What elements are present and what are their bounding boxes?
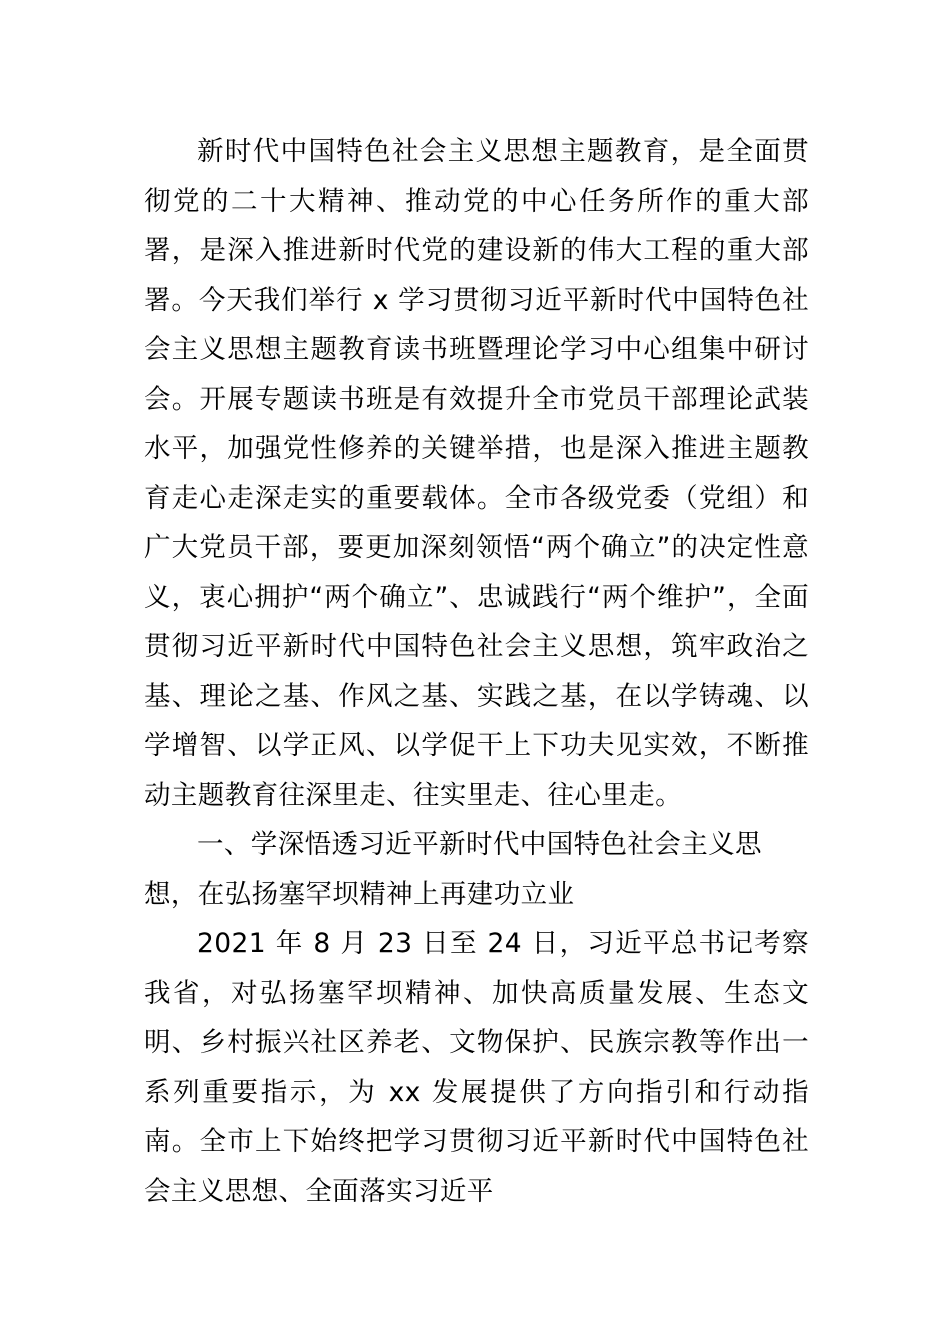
document-body <box>144 127 809 1216</box>
section-heading: 一、学深悟透习近平新时代中国特色社会主义思想，在弘扬塞罕坝精神上再建功立业 <box>144 829 762 910</box>
section-paragraph: 2021 年 8 月 23 日至 24 日，习近平总书记考察我省，对弘扬塞罕坝精神、加快高质量发展、生态文明、乡村振兴社区养老、文物保护、民族宗教等作出一系列重要指示，为 xx 发展提供了方向指引和行动指南。全市上下始终把学习贯彻习近平新时代中国特色社会主义思想、全面落实习近平 <box>144 928 809 1207</box>
intro-paragraph: 新时代中国特色社会主义思想主题教育，是全面贯彻党的二十大精神、推动党的中心任务所作的重大部署，是深入推进新时代党的建设新的伟大工程的重大部署。今天我们举行 x 学习贯彻习近平新时代中国特色社会主义思想主题教育读书班暨理论学习中心组集中研讨会。开展专题读书班是有效提升全市党员干部理论武装水平，加强党性修养的关键举措，也是深入推进主题教育走心走深走实的重要载体。全市各级党委（党组）和广大党员干部，要更加深刻领悟“两个确立”的决定性意义，衷心拥护“两个确立”、忠诚践行“两个维护”，全面贯彻习近平新时代中国特色社会主义思想，筑牢政治之基、理论之基、作风之基、实践之基，在以学铸魂、以学增智、以学正风、以学促干上下功夫见实效，不断推动主题教育往深里走、往实里走、往心里走。 <box>144 136 809 811</box>
